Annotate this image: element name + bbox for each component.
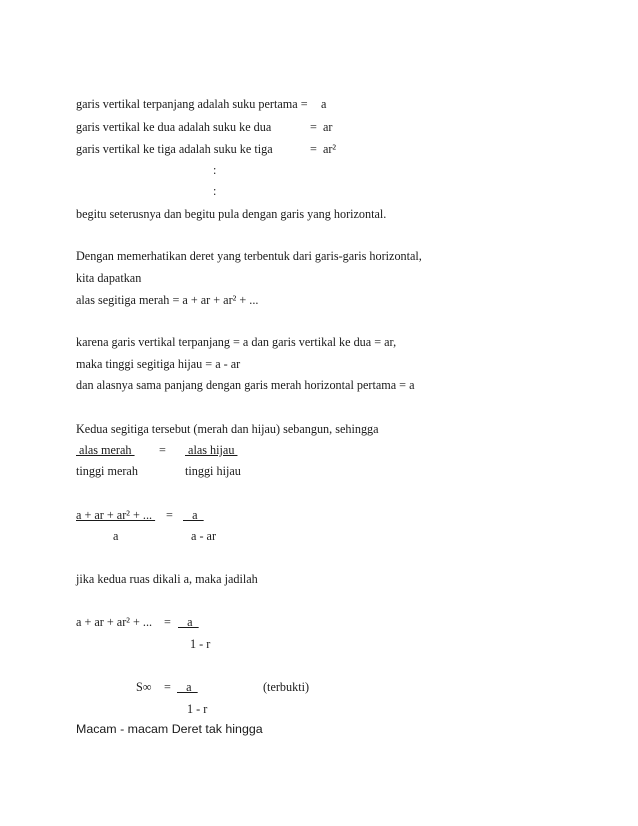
- ratio-denominator: a - ar: [191, 529, 217, 543]
- paragraph-line: dan alasnya sama panjang dengan garis merah horizontal pertama = a: [76, 378, 415, 392]
- ratio-numerator: a: [183, 508, 204, 522]
- formula-alas-merah: alas segitiga merah = a + ar + ar² + ...: [76, 293, 259, 307]
- equals-sign: =: [164, 680, 171, 694]
- ratio-denominator: a: [113, 529, 119, 543]
- ratio-denominator: tinggi hijau: [185, 464, 241, 478]
- continuation-dots: :: [213, 184, 217, 198]
- sum-infinity-symbol: S∞: [136, 680, 152, 694]
- ratio-denominator: 1 - r: [190, 637, 211, 651]
- formula-left: a + ar + ar² + ...: [76, 615, 153, 629]
- value-ar: = ar: [310, 120, 333, 134]
- section-heading: Macam - macam Deret tak hingga: [76, 722, 263, 736]
- value-ar2: = ar²: [310, 142, 337, 156]
- terbukti-note: (terbukti): [263, 680, 310, 694]
- ratio-denominator: tinggi merah: [76, 464, 138, 478]
- ratio-numerator: a: [177, 680, 198, 694]
- value-a: a: [321, 97, 327, 111]
- line-suku-ke-tiga: garis vertikal ke tiga adalah suku ke tiga: [76, 142, 273, 156]
- equals-sign: =: [166, 508, 173, 522]
- ratio-numerator: alas hijau: [185, 443, 238, 457]
- equals-sign: =: [159, 443, 166, 457]
- equals-sign: =: [164, 615, 171, 629]
- paragraph-line: jika kedua ruas dikali a, maka jadilah: [76, 572, 258, 586]
- ratio-numerator: a + ar + ar² + ...: [76, 508, 156, 522]
- paragraph-line: maka tinggi segitiga hijau = a - ar: [76, 357, 241, 371]
- paragraph-line: kita dapatkan: [76, 271, 142, 285]
- ratio-numerator: alas merah: [76, 443, 135, 457]
- paragraph-line: Kedua segitiga tersebut (merah dan hijau) sebangun, sehingga: [76, 422, 379, 436]
- paragraph-line: begitu seterusnya dan begitu pula dengan garis yang horizontal.: [76, 207, 387, 221]
- line-suku-pertama: garis vertikal terpanjang adalah suku pertama =: [76, 97, 308, 111]
- continuation-dots: :: [213, 163, 217, 177]
- ratio-numerator: a: [178, 615, 199, 629]
- ratio-denominator: 1 - r: [187, 702, 208, 716]
- paragraph-line: Dengan memerhatikan deret yang terbentuk dari garis-garis horizontal,: [76, 249, 422, 263]
- line-suku-ke-dua: garis vertikal ke dua adalah suku ke dua: [76, 120, 272, 134]
- paragraph-line: karena garis vertikal terpanjang = a dan garis vertikal ke dua = ar,: [76, 335, 397, 349]
